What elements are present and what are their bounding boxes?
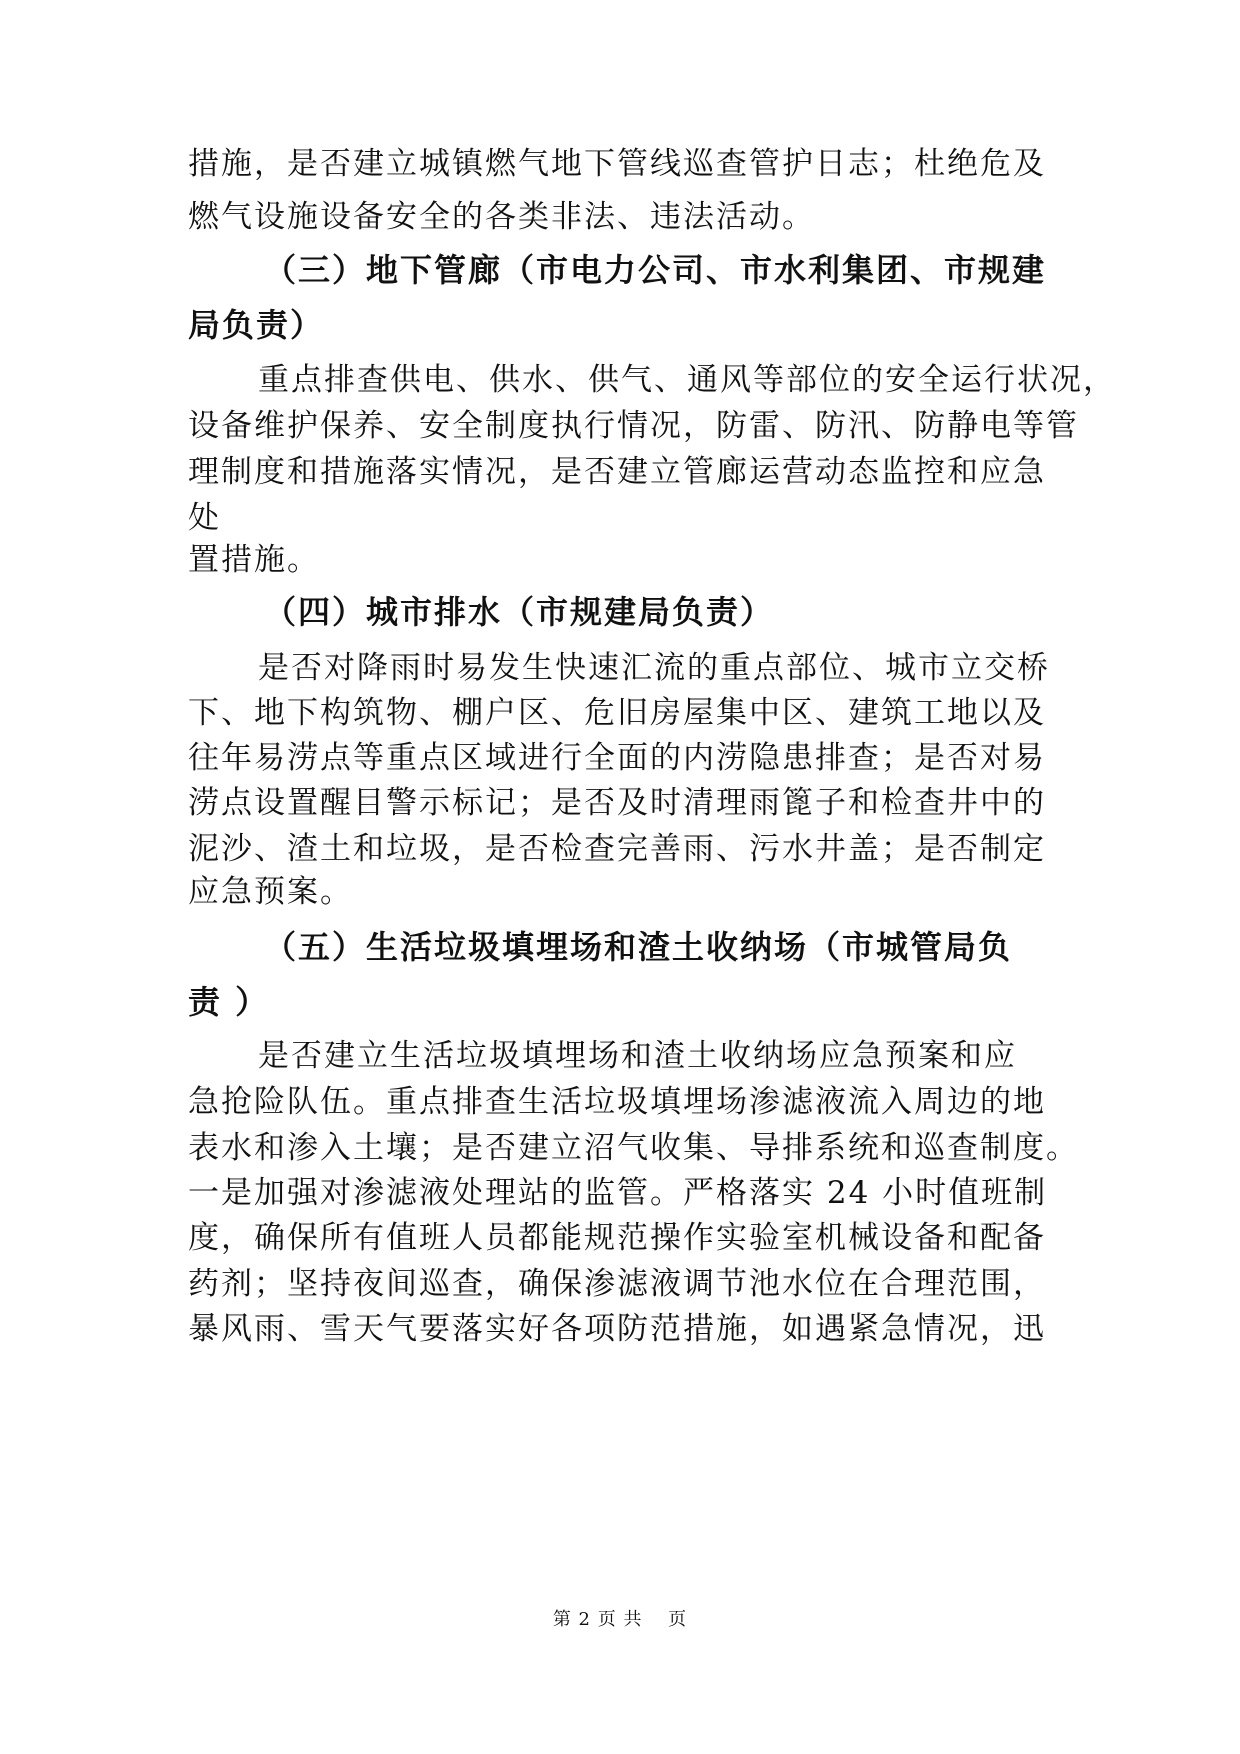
body-text-line: 涝点设置醒目警示标记；是否及时清理雨篦子和检查井中的 (188, 785, 1046, 821)
body-text-line: 往年易涝点等重点区域进行全面的内涝隐患排查；是否对易 (188, 740, 1046, 776)
section-heading-3: （三）地下管廊（市电力公司、市水利集团、市规建 (264, 251, 1047, 289)
body-text-line: 是否建立生活垃圾填埋场和渣土收纳场应急预案和应 (258, 1038, 1017, 1074)
section-heading-3-cont: 局负责） (188, 306, 325, 344)
body-text-line: 置措施。 (188, 542, 320, 578)
body-text-line: 暴风雨、雪天气要落实好各项防范措施，如遇紧急情况，迅 (188, 1311, 1046, 1347)
body-text-line: 重点排查供电、供水、供气、通风等部位的安全运行状况， (258, 362, 1116, 398)
section-heading-4: （四）城市排水（市规建局负责） (264, 593, 775, 631)
body-text-line: 应急预案。 (188, 874, 353, 910)
body-text-line: 理制度和措施落实情况，是否建立管廊运营动态监控和应急 (188, 454, 1046, 490)
page-footer: 第 2 页 共 页 (552, 1609, 688, 1630)
body-text-line: 急抢险队伍。重点排查生活垃圾填埋场渗滤液流入周边的地 (188, 1084, 1046, 1120)
body-text-line: 设备维护保养、安全制度执行情况，防雷、防汛、防静电等管 (188, 408, 1079, 444)
body-text-line: 度，确保所有值班人员都能规范操作实验室机械设备和配备 (188, 1220, 1046, 1256)
body-text-line: 表水和渗入土壤；是否建立沼气收集、导排系统和巡查制度。 (188, 1130, 1079, 1166)
section-heading-5-cont: 责 ） (188, 983, 270, 1021)
section-heading-5: （五）生活垃圾填埋场和渣土收纳场（市城管局负 (264, 928, 1013, 966)
body-text-line: 措施，是否建立城镇燃气地下管线巡查管护日志；杜绝危及 (188, 146, 1046, 182)
body-text-line: 是否对降雨时易发生快速汇流的重点部位、城市立交桥 (258, 650, 1050, 686)
body-text-line: 一是加强对渗滤液处理站的监管。严格落实 24 小时值班制 (188, 1175, 1048, 1211)
body-text-line: 泥沙、渣土和垃圾，是否检查完善雨、污水井盖；是否制定 (188, 831, 1046, 867)
body-text-line: 处 (188, 500, 221, 536)
body-text-line: 药剂；坚持夜间巡查，确保渗滤液调节池水位在合理范围， (188, 1266, 1046, 1302)
body-text-line: 燃气设施设备安全的各类非法、违法活动。 (188, 199, 815, 235)
body-text-line: 下、地下构筑物、棚户区、危旧房屋集中区、建筑工地以及 (188, 695, 1046, 731)
